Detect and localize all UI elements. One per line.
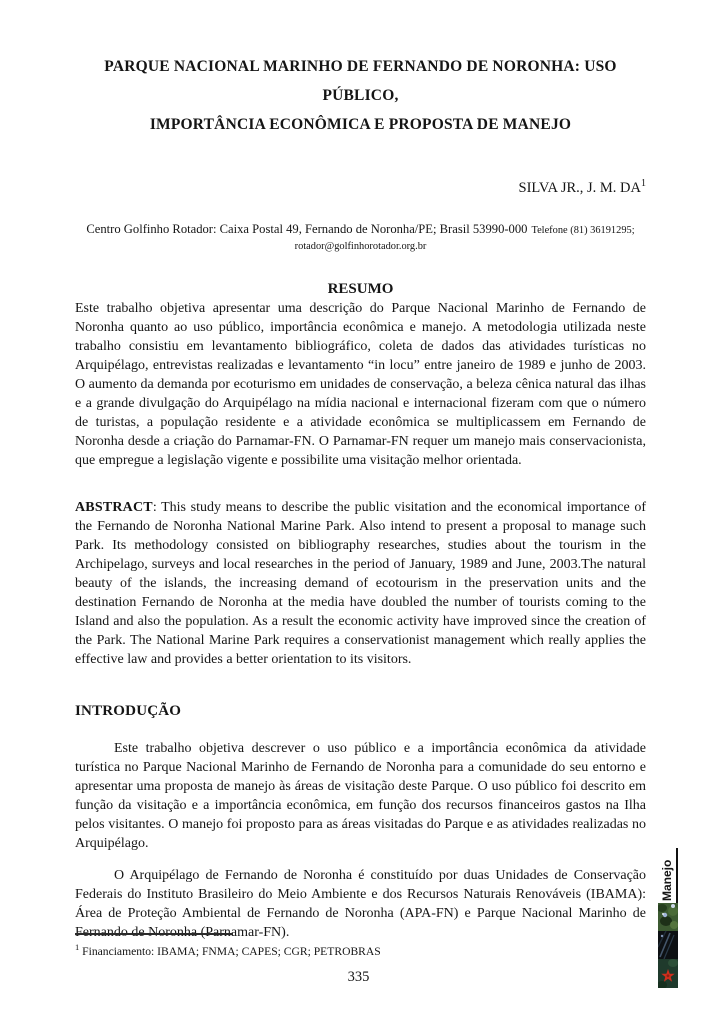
author-line xyxy=(75,175,646,197)
introducao-heading: INTRODUÇÃO xyxy=(75,702,182,719)
footnote-text xyxy=(75,940,555,959)
chapter-tab-manejo: Manejo xyxy=(657,848,678,904)
footnote-body: Financiamento: IBAMA; FNMA; CAPES; CGR; PETROBRAS xyxy=(82,944,381,958)
abstract-paragraph xyxy=(75,498,646,669)
footnote-divider xyxy=(75,933,233,935)
resumo-heading: RESUMO xyxy=(327,280,394,297)
chapter-tab-photo-strip xyxy=(658,903,678,988)
author-name: SILVA JR., J. M. DA xyxy=(518,179,641,196)
author-footnote-mark: 1 xyxy=(641,178,646,189)
abstract-label: ABSTRACT xyxy=(75,499,153,515)
affiliation-email: rotador@golfinhorotador.org.br xyxy=(294,240,427,252)
abstract-text: : This study means to describe the public visitation and the economical importance of the Fernando de Noronha National Marine Park. Also intend to present a proposal to manage such Park. Its methodology consisted on bibliography researches, studies about the tourism in the Archipelago, surveys and local researches in the period of January, 1989 and June, 2003.The natural beauty of the islands, the increasing demand of ecotourism in the preservation units and the destination Fernando de Noronha at the media have doubled the number of tourists coming to the Island and also the population. As a result the economic activity have improved since the creation of the Park. The National Marine Park requires a conservationist management which really applies the effective law and provides a better orientation to its visitors. xyxy=(75,499,646,667)
footnote xyxy=(75,933,555,959)
affiliation-address: Centro Golfinho Rotador: Caixa Postal 49, Fernando de Noronha/PE; Brasil 53990-000 xyxy=(86,221,528,236)
paper-title-line2: IMPORTÂNCIA ECONÔMICA E PROPOSTA DE MANEJO xyxy=(149,116,572,133)
affiliation xyxy=(75,222,646,254)
paper-title-line1: PARQUE NACIONAL MARINHO DE FERNANDO DE NORONHA: USO PÚBLICO, xyxy=(104,58,617,104)
page-number: 335 xyxy=(347,969,370,985)
introducao-paragraph-2: O Arquipélago de Fernando de Noronha é constituído por duas Unidades de Conservação Federais do Instituto Brasileiro do Meio Ambiente e dos Recursos Naturais Renováveis (IBAMA): Área de Proteção Ambiental de Fernando de Noronha (APA-FN) e Parque Nacional Marinho de Fernando de Noronha (Parnamar-FN). xyxy=(75,867,646,940)
resumo-paragraph: Este trabalho objetiva apresentar uma descrição do Parque Nacional Marinho de Fernando de Noronha quanto ao uso público, importância econômica e manejo. A metodologia utilizada neste trabalho consistiu em levantamento bibliográfico, coleta de dados das atividades turísticas no Arquipélago, entrevistas realizadas e levantamento “in locu” entre janeiro de 1989 e junho de 2003. O aumento da demanda por ecoturismo em unidades de conservação, a beleza cênica natural das ilhas e a grande divulgação do Arquipélago na mídia nacional e internacional fizeram com que o número de turistas, a população residente e a atividade econômica se multiplicassem em Fernando de Noronha desde a criação do Parnamar-FN. O Parnamar-FN requer um manejo mais conservacionista, que empregue a legislação vigente e possibilite uma visitação melhor orientada. xyxy=(75,300,646,468)
paper-title xyxy=(75,0,646,139)
introducao-paragraph-1: Este trabalho objetiva descrever o uso público e a importância econômica da atividade turística no Parque Nacional Marinho de Fernando de Noronha para a comunidade do seu entorno e apresentar uma proposta de manejo às áreas de visitação deste Parque. O uso público foi descrito em função da visitação e a importância econômica, em função dos recursos financeiros gastos na Ilha pelos visitantes. O manejo foi proposto para as áreas visitadas do Parque e as atividades realizadas no Arquipélago. xyxy=(75,740,646,851)
footnote-mark: 1 xyxy=(75,942,80,952)
affiliation-phone: Telefone (81) 36191295; xyxy=(531,224,635,236)
